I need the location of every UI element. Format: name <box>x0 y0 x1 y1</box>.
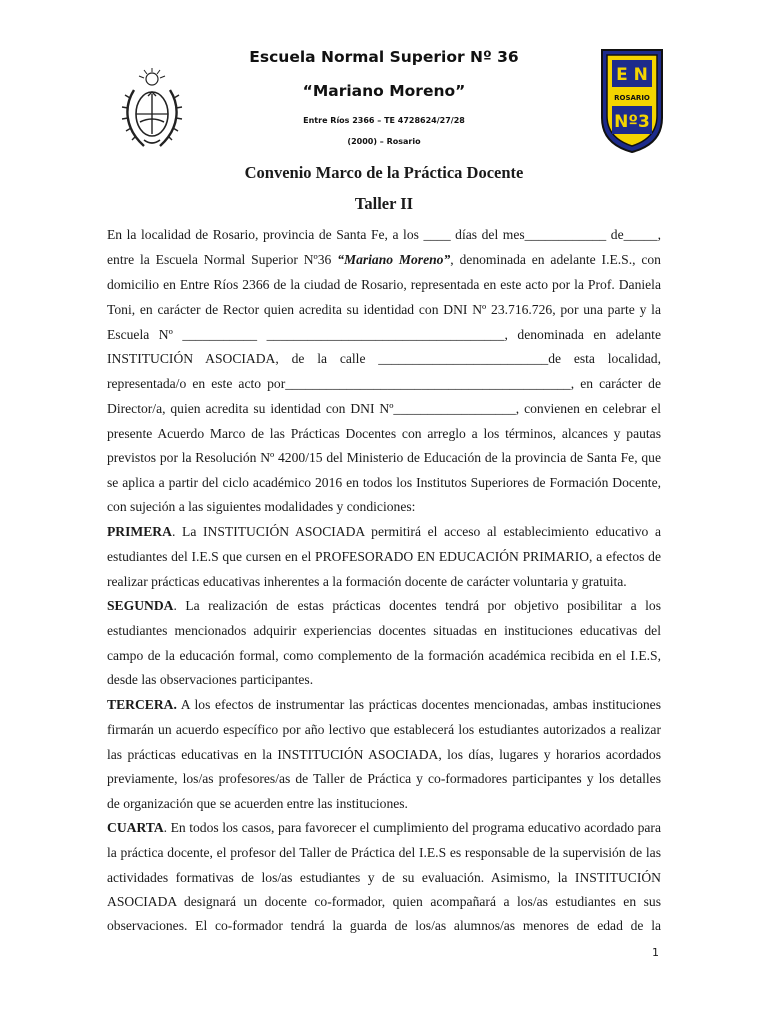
school-address: Entre Ríos 2366 – TE 4728624/27/28 <box>303 116 465 125</box>
intro-line: Director/a, quien acredita su identidad con DNI Nº__________________, convienen en celebrar el <box>107 401 661 416</box>
clause-line: estudiantes del I.E.S que cursen en el PROFESORADO EN EDUCACIÓN PRIMARIO, a efectos de <box>107 549 661 564</box>
clause-line <box>107 598 661 614</box>
clause-line: previamente, los/as profesores/as de Taller de Práctica y co-formadores participantes y los detalles <box>107 771 661 786</box>
page-number: 1 <box>652 946 659 959</box>
school-name: Escuela Normal Superior Nº 36 <box>249 48 519 66</box>
intro-line: En la localidad de Rosario, provincia de Santa Fe, a los ____ días del mes____________ de_____, <box>107 227 661 242</box>
intro-text: entre la Escuela Normal Superior Nº36 <box>107 252 338 267</box>
document-title: Convenio Marco de la Práctica Docente <box>244 163 524 182</box>
badge-number-text: Nº3 <box>614 112 650 132</box>
clause-heading: TERCERA. <box>107 697 177 712</box>
clause-line: las prácticas educativas en la INSTITUCIÓN ASOCIADA, los días, lugares y horarios acordados <box>107 747 661 762</box>
clause-line: realizar prácticas educativas inherentes a la formación docente de carácter voluntaria y gratuita. <box>107 574 627 589</box>
clause-text: . En todos los casos, para favorecer el cumplimiento del programa educativo acordado para <box>163 820 661 835</box>
clause-text: . La realización de estas prácticas docentes tendrá por objetivo posibilitar a los <box>173 598 661 613</box>
document-subtitle: Taller II <box>354 194 414 213</box>
school-name-inline: “Mariano Moreno” <box>337 252 451 267</box>
school-motto: “Mariano Moreno” <box>302 82 466 100</box>
clause-line: la práctica docente, el profesor del Taller de Práctica del I.E.S es responsable de la supervisión de las <box>107 845 661 860</box>
intro-line: presente Acuerdo Marco de las Prácticas Docentes con arreglo a los términos, alcances y pautas <box>107 426 661 441</box>
clause-line <box>107 524 661 540</box>
clause-line: observaciones. El co-formador tendrá la guarda de los/as alumnos/as menores de edad de la <box>107 918 661 933</box>
school-postal: (2000) – Rosario <box>347 137 421 146</box>
clause-line: firmarán un acuerdo específico por año lectivo que establecerá los estudiantes autorizados a realizar <box>107 722 661 737</box>
intro-line: INSTITUCIÓN ASOCIADA, de la calle _________________________de esta localidad, <box>107 351 661 366</box>
clause-heading: PRIMERA <box>107 524 172 539</box>
clause-line <box>107 697 661 713</box>
intro-line: se aplica a partir del ciclo académico 2016 en todos los Institutos Superiores de Formación Docente, <box>107 475 661 490</box>
intro-line: Toni, en carácter de Rector quien acredita su identidad con DNI Nº 23.716.726, por una parte y la <box>107 302 661 317</box>
clause-text: . La INSTITUCIÓN ASOCIADA permitirá el acceso al establecimiento educativo a <box>171 524 661 539</box>
intro-line: con sujeción a las siguientes modalidades y condiciones: <box>107 499 416 514</box>
clause-text: A los efectos de instrumentar las prácticas docentes mencionadas, ambas instituciones <box>176 697 661 712</box>
clause-line: estudiantes mencionados adquirir experiencias docentes situadas en instituciones educativas del <box>107 623 661 638</box>
clause-line <box>107 820 661 836</box>
clause-line: campo de la educación formal, como complemento de la formación académica recibida en el I.E.S, <box>107 648 661 663</box>
clause-heading: SEGUNDA <box>107 598 174 613</box>
intro-text: , denominada en adelante I.E.S., con <box>450 252 661 267</box>
badge-city-text: ROSARIO <box>614 94 650 102</box>
intro-line: previstos por la Resolución Nº 4200/15 del Ministerio de Educación de la provincia de Santa Fe, que <box>107 450 661 465</box>
badge-en-text: E N <box>616 65 648 85</box>
intro-line: representada/o en este acto por__________________________________________, en carácter de <box>107 376 661 391</box>
intro-line: Escuela Nº ___________ ___________________________________, denominada en adelante <box>107 327 661 342</box>
clause-line: ASOCIADA designará un docente co-formador, quien acompañará a los/as estudiantes en sus <box>107 894 661 909</box>
clause-heading: CUARTA <box>107 820 164 835</box>
intro-line: domicilio en Entre Ríos 2366 de la ciudad de Rosario, representada en este acto por la Prof. Daniela <box>107 277 661 292</box>
intro-line <box>107 252 661 268</box>
clause-line: desde las observaciones participantes. <box>107 672 314 687</box>
clause-line: de organización que se acuerden entre las instituciones. <box>107 796 408 811</box>
clause-line: actividades formativas de los/as estudiantes y de su evaluación. Asimismo, la INSTITUCIÓN <box>107 870 661 885</box>
